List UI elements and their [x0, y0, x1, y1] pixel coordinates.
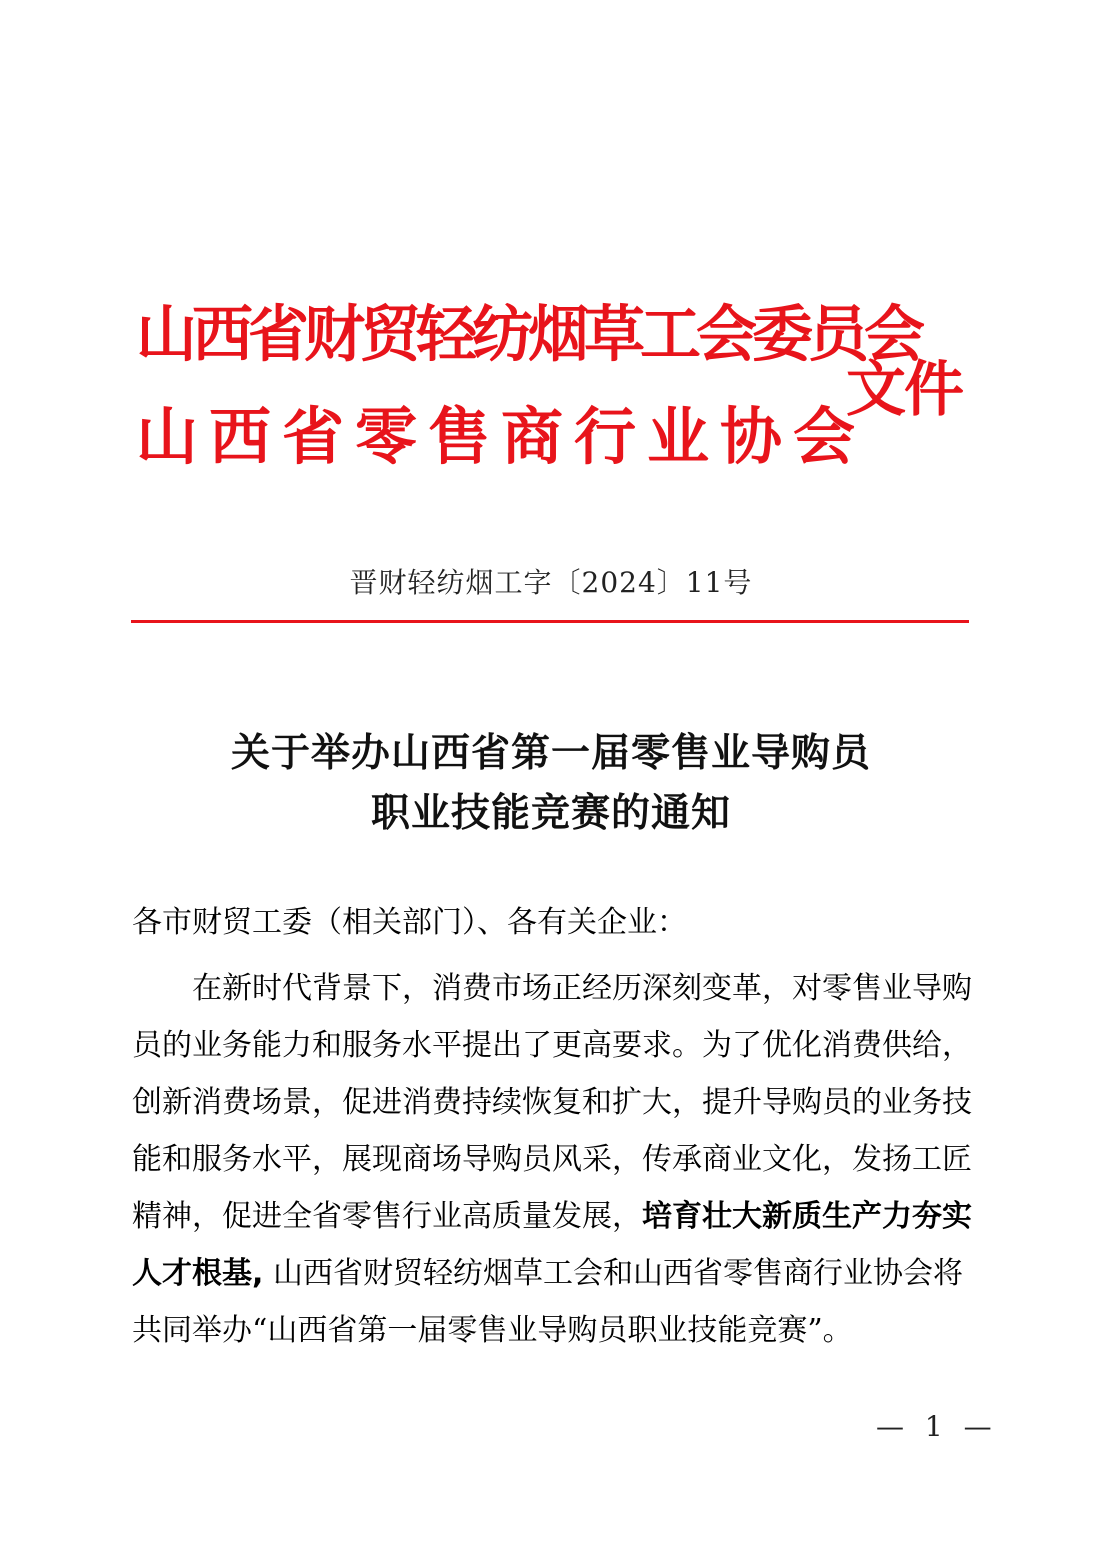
line-6-emphasis: 人才根基, [132, 1256, 264, 1291]
page-number: — 1 — [876, 1410, 998, 1443]
document-header [0, 0, 1102, 500]
salutation: 各市财贸工委（相关部门）、各有关企业： [132, 905, 687, 940]
document-title-line-2: 职业技能竞赛的通知 [370, 791, 731, 836]
line-5-text: 精神，促进全省零售行业高质量发展， [132, 1199, 642, 1234]
paragraph-line-5 [132, 1188, 972, 1245]
paragraph-line-7: 共同举办“山西省第一届零售业导购员职业技能竞赛”。 [132, 1313, 853, 1348]
paragraph-line-2: 员的业务能力和服务水平提出了更高要求。为了优化消费供给， [132, 1028, 972, 1063]
line-5-emphasis: 培育壮大新质生产力夯实 [642, 1199, 972, 1234]
document-body [132, 890, 972, 1359]
issuer-name-1: 山西省财贸轻纺烟草工会委员会 [136, 299, 921, 370]
paragraph-line-6 [132, 1245, 972, 1302]
red-divider [131, 620, 969, 623]
line-6-text: 山西省财贸轻纺烟草工会和山西省零售商行业协会将 [263, 1256, 963, 1291]
paragraph-line-3: 创新消费场景，促进消费持续恢复和扩大，提升导购员的业务技 [132, 1085, 972, 1120]
paragraph-line-4: 能和服务水平，展现商场导购员风采，传承商业文化，发扬工匠 [132, 1142, 972, 1177]
body-paragraph [132, 960, 972, 1359]
document-label: 文件 [846, 355, 962, 425]
paragraph-line-1: 在新时代背景下，消费市场正经历深刻变革，对零售业导购 [192, 971, 972, 1006]
document-title-line-1: 关于举办山西省第一届零售业导购员 [230, 731, 871, 776]
document-number: 晋财轻纺烟工字〔2024〕11号 [349, 566, 753, 599]
issuer-name-2: 山西省零售商行业协会 [136, 400, 867, 473]
